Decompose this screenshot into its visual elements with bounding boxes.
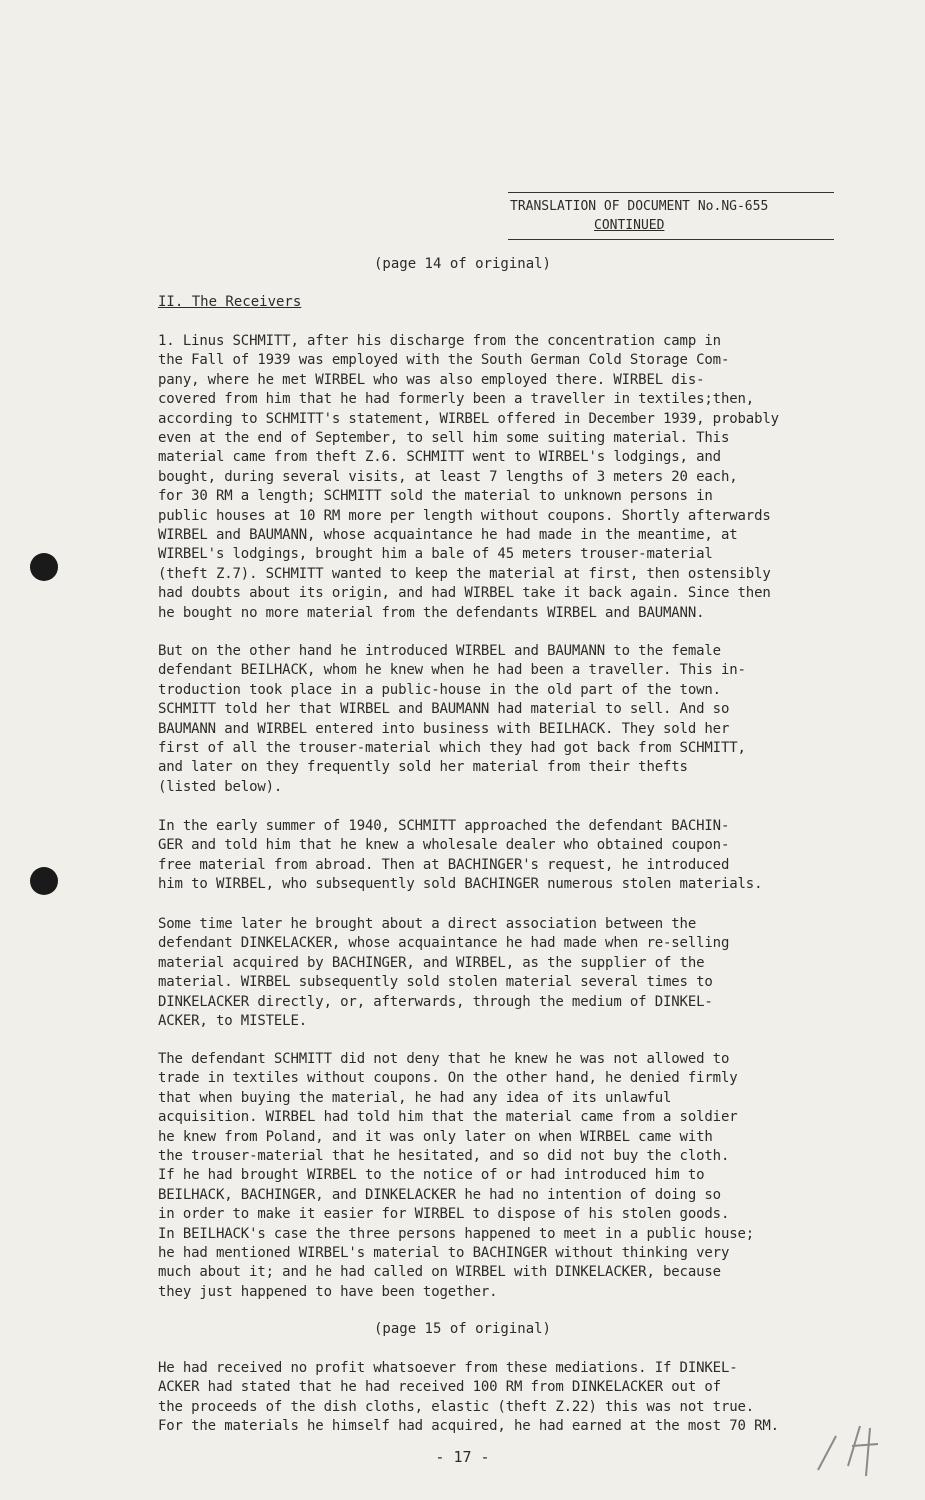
punch-hole-lower: [30, 867, 58, 895]
page-reference-top: (page 14 of original): [373, 256, 551, 272]
punch-hole-upper: [30, 553, 58, 581]
paragraph-4: Some time later he brought about a direct association between the defendant DINKELACKER, whose acquaintance he had made when re-selling material acquired by BACHINGER, and WIRBEL, as the supplier of the material. WIRBEL subsequently sold stolen material several times to DINKELACKER directly, or, afterwards, through the medium of DINKEL- ACKER, to MISTELE.: [158, 916, 730, 1030]
handwritten-page-mark: [808, 1418, 898, 1478]
paragraph-3: In the early summer of 1940, SCHMITT approached the defendant BACHIN- GER and told him that he knew a wholesale dealer who obtained coupon- free material from abroad. Then at BACHINGER's request, he introduced him to WIRBEL, who subsequently sold BACHINGER numerous stolen materials.: [158, 818, 763, 893]
header-continued: CONTINUED: [594, 218, 665, 233]
paragraph-5: The defendant SCHMITT did not deny that he knew he was not allowed to trade in textiles without coupons. On the other hand, he denied firmly that when buying the material, he had any idea of its unlawful acquisition. WIRBEL had told him that the material came from a soldier he knew from Poland, and it was only later on when WIRBEL came with the trouser-material that he hesitated, and so did not buy the cloth. If he had brought WIRBEL to the notice of or had introduced him to BEILHACK, BACHINGER, and DINKELACKER he had no intention of doing so in order to make it easier for WIRBEL to dispose of his stolen goods. In BEILHACK's case the three persons happened to meet in a public house; he had mentioned WIRBEL's material to BACHINGER without thinking very much about it; and he had called on WIRBEL with DINKELACKER, because they just happened to have been together.: [158, 1051, 755, 1300]
paragraph-1: 1. Linus SCHMITT, after his discharge from the concentration camp in the Fall of 1939 was employed with the South German Cold Storage Com- pany, where he met WIRBEL who was also employed there. WIRBEL dis- covered from him that he had formerly been a traveller in textiles;then, according to SCHMITT's statement, WIRBEL offered in December 1939, probably even at the end of September, to sell him some suiting material. This material came from theft Z.6. SCHMITT went to WIRBEL's lodgings, and bought, during several visits, at least 7 lengths of 3 meters 20 each, for 30 RM a length; SCHMITT sold the material to unknown persons in public houses at 10 RM more per length without coupons. Shortly afterwards WIRBEL and BAUMANN, whose acquaintance he had made in the meantime, at WIRBEL's lodgings, brought him a bale of 45 meters trouser-material (theft Z.7). SCHMITT wanted to keep the material at first, then ostensibly had doubts about its origin, and had WIRBEL take it back again. Since then he bought no more material from the defendants WIRBEL and BAUMANN.: [158, 333, 779, 621]
document-header: [508, 192, 834, 240]
paragraph-6: He had received no profit whatsoever from these mediations. If DINKEL- ACKER had stated that he had received 100 RM from DINKELACKER out of the proceeds of the dish cloths, elastic (theft Z.22) this was not true. For the materials he himself had acquired, he had earned at the most 70 RM.: [158, 1360, 779, 1435]
section-title: II. The Receivers: [158, 294, 302, 310]
page-number: - 17 -: [435, 1448, 490, 1466]
header-title: TRANSLATION OF DOCUMENT No.NG-655: [510, 199, 769, 214]
page-reference-mid: (page 15 of original): [373, 1321, 551, 1337]
paragraph-2: But on the other hand he introduced WIRBEL and BAUMANN to the female defendant BEILHACK, whom he knew when he had been a traveller. This in- troduction took place in a public-house in the old part of the town. SCHMITT told her that WIRBEL and BAUMANN had material to sell. And so BAUMANN and WIRBEL entered into business with BEILHACK. They sold her first of all the trouser-material which they had got back from SCHMITT, and later on they frequently sold her material from their thefts (listed below).: [158, 643, 746, 795]
